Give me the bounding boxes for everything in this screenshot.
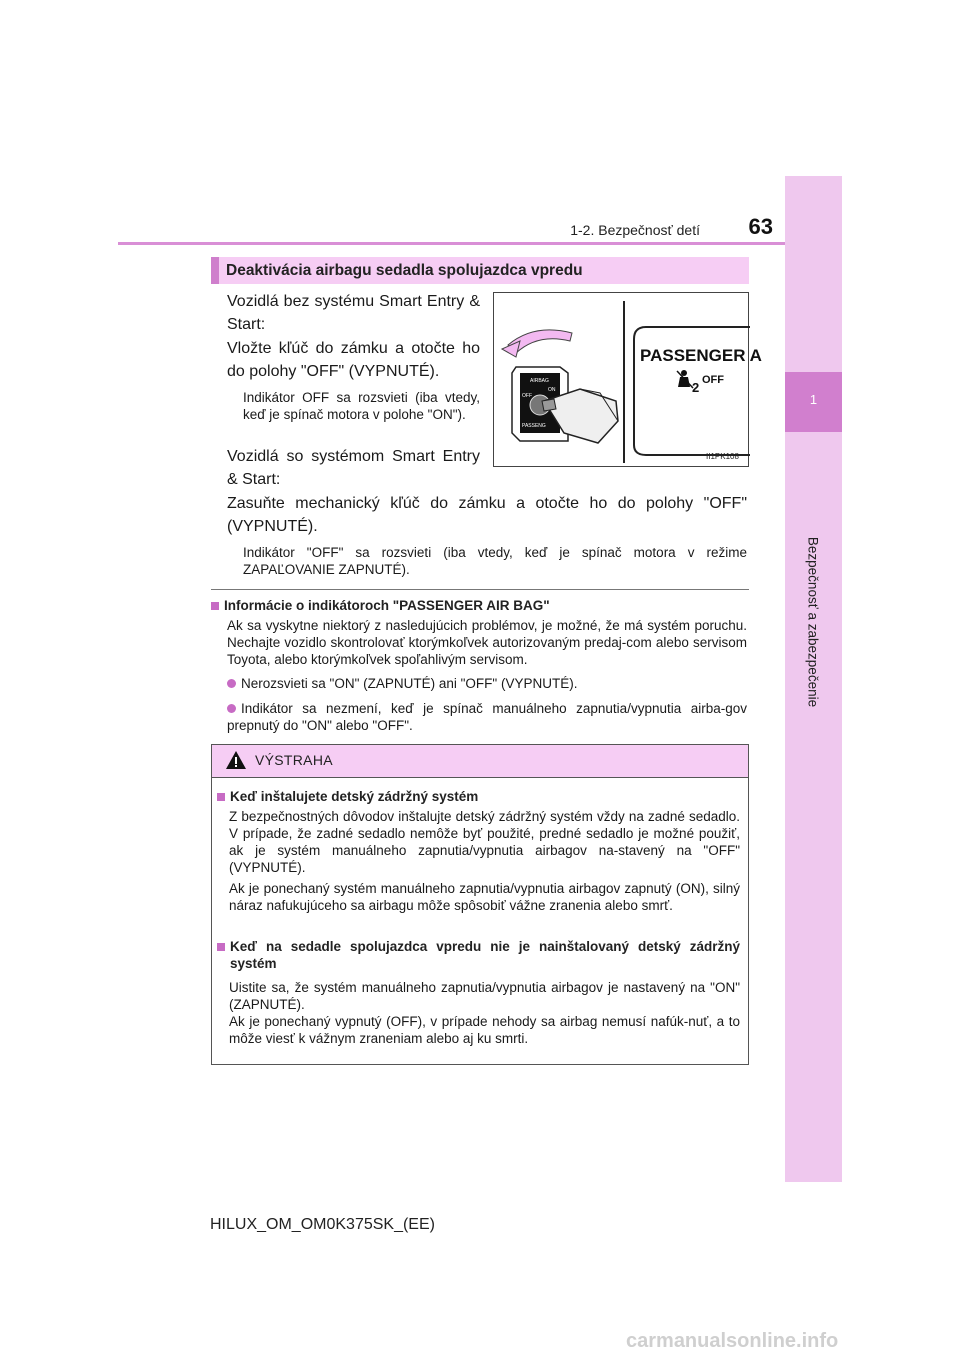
warning-item1-title-row [217,789,478,804]
smart-entry-instruction: Zasuňte mechanický kľúč do zámku a otočte ho do polohy "OFF" (VYPNUTÉ). [227,495,747,535]
no-smart-entry-note: Indikátor OFF sa rozsvieti (iba vtedy, keď je spínač motora v polohe "ON"). [243,390,480,422]
svg-text:AIRBAG: AIRBAG [530,378,549,384]
svg-text:OFF: OFF [522,393,532,399]
warning-item2-para1: Uistite sa, že systém manuálneho zapnutia/vypnutia airbagov je nastavený na "ON" (ZAPNUTÉ). [229,980,740,1012]
document-code: HILUX_OM_OM0K375SK_(EE) [210,1216,435,1233]
watermark: carmanualsonline.info [626,1330,839,1352]
svg-text:2: 2 [692,380,700,395]
info-title: Informácie o indikátoroch "PASSENGER AIR BAG" [224,598,550,613]
smart-entry-title: Vozidlá so systémom Smart Entry & Start: [227,448,480,488]
no-smart-entry-title: Vozidlá bez systému Smart Entry & Start: [227,293,480,333]
warning-item1-para2: Ak je ponechaný systém manuálneho zapnutia/vypnutia airbagov zapnutý (ON), silný náraz nafukujúceho sa airbagu môže spôsobiť vážne zranenia alebo smrť. [229,881,740,913]
info-bullet-2: Indikátor sa nezmení, keď je spínač manuálneho zapnutia/vypnutia airba-gov prepnutý do "ON" alebo "OFF". [227,701,747,733]
smart-entry-note: Indikátor "OFF" sa rozsvieti (iba vtedy, keď je spínač motora v režime ZAPAĽOVANIE ZAPNUTÉ). [243,545,747,577]
svg-text:PASSENG: PASSENG [522,423,546,429]
square-bullet-icon [217,793,225,801]
square-bullet-icon [211,602,219,610]
section-title: 1-2. Bezpečnosť detí [570,222,700,238]
chapter-number: 1 [809,392,818,407]
section-divider [211,589,749,590]
airbag-switch-figure [493,292,762,467]
header-rule [118,242,785,245]
svg-text:OFF: OFF [702,374,724,386]
section-heading: Deaktivácia airbagu sedadla spolujazdca vpredu [226,262,583,279]
no-smart-entry-instruction: Vložte kľúč do zámku a otočte ho do polohy "OFF" (VYPNUTÉ). [227,340,480,380]
warning-triangle-icon [225,750,247,775]
round-bullet-icon [227,704,236,713]
info-bullet-1: Nerozsvieti sa "ON" (ZAPNUTÉ) ani "OFF" (VYPNUTÉ). [227,675,747,692]
svg-text:PASSENGER A: PASSENGER A [640,346,762,365]
airbag-switch-illustration [494,293,762,468]
chapter-title: Bezpečnosť a zabezpečenie [805,536,821,708]
warning-item1-para1: Z bezpečnostných dôvodov inštalujte detský zádržný systém vždy na zadné sedadlo. V prípade, že zadné sedadlo nemôže byť použité, predné sedadlo je možné použiť, ak je systém manuálneho zapnutia/vypnutia airbagov na-stavený na "OFF" (VYPNUTÉ). [229,809,740,875]
info-title-row [211,598,550,613]
warning-item2-para2: Ak je ponechaný vypnutý (OFF), v prípade nehody sa airbag nemusí nafúk-nuť, a to môže viesť k vážnym zraneniam alebo aj ku smrti. [229,1014,740,1046]
figure-code: II1PK108 [706,452,739,461]
warning-label: VÝSTRAHA [255,752,333,768]
round-bullet-icon [227,679,236,688]
square-bullet-icon [217,943,225,951]
warning-item1-title: Keď inštalujete detský zádržný systém [230,789,479,804]
page-number: 63 [748,214,773,239]
warning-item2-title-row [217,938,740,972]
warning-item2-title: Keď na sedadle spolujazdca vpredu nie je nainštalovaný detský zádržný systém [230,939,740,971]
svg-text:ON: ON [548,387,556,393]
info-body: Ak sa vyskytne niektorý z nasledujúcich problémov, je možné, že má systém poruchu. Nechajte vozidlo skontrolovať ktorýmkoľvek autorizovaným predaj-com alebo servisom Toyota, alebo ktorýmkoľvek spoľahlivým servisom. [227,618,747,667]
